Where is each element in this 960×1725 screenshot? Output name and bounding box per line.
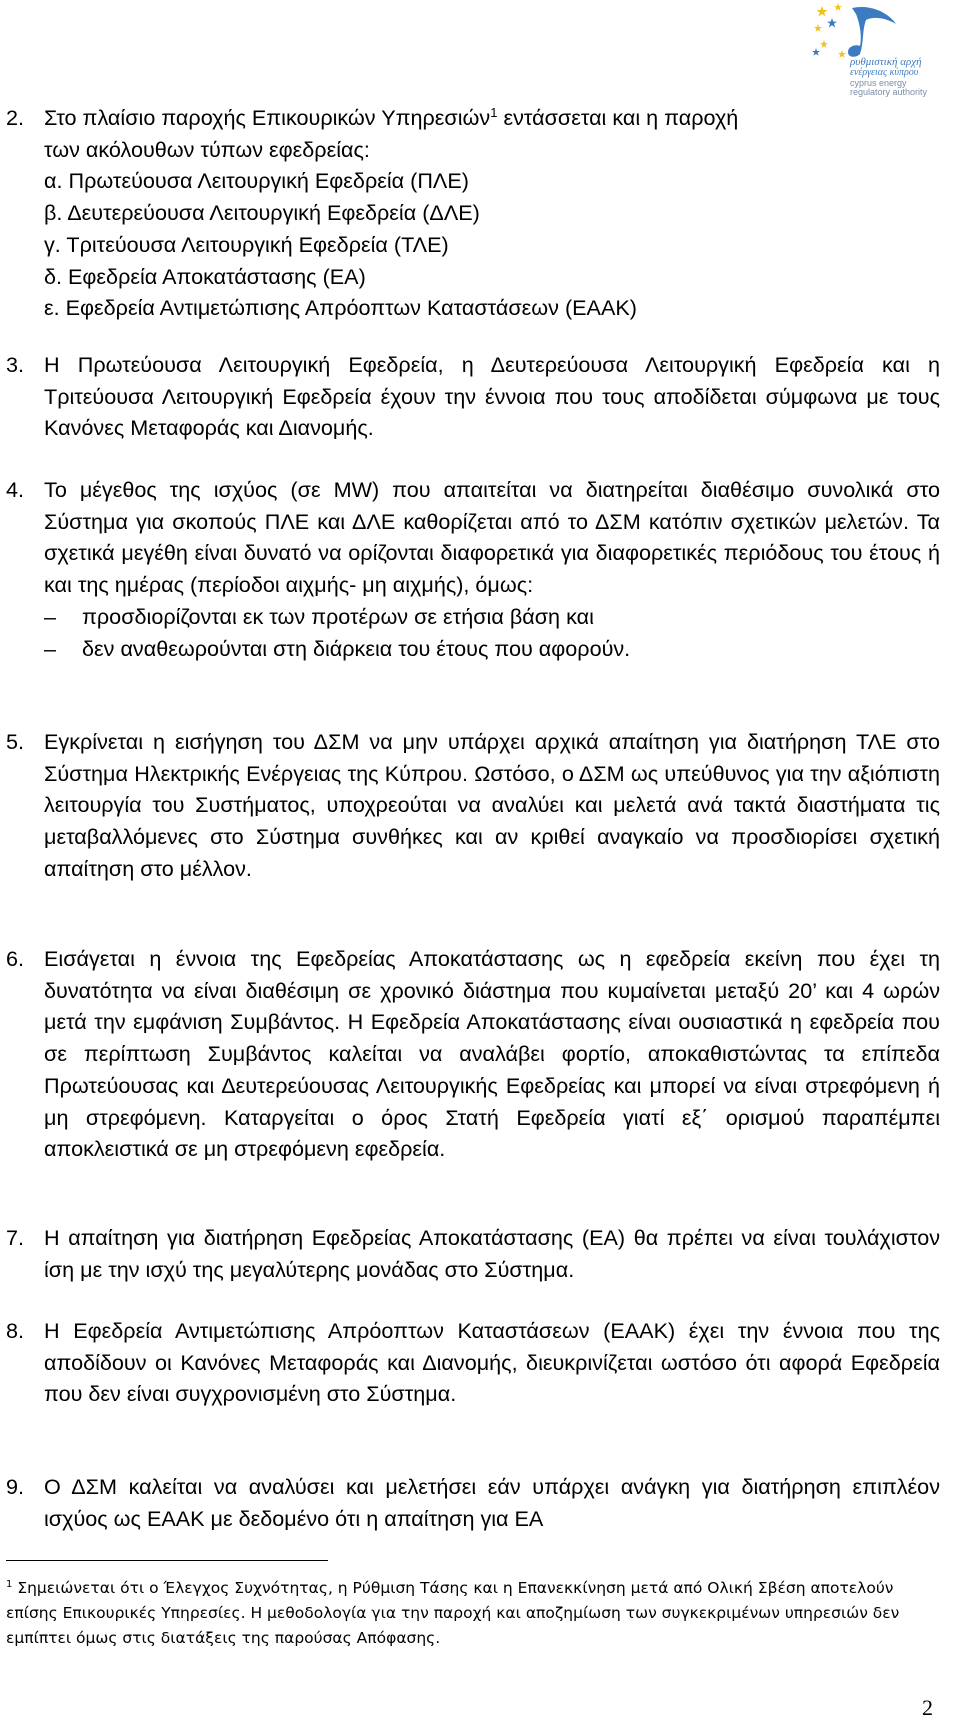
section-number: 5. [6,729,25,754]
page-number: 2 [922,1695,933,1720]
section-number: 8. [6,1318,25,1343]
footnote-separator [6,1560,328,1561]
section-7-text: Η απαίτηση για διατήρηση Εφεδρείας Αποκατάστασης (ΕΑ) θα πρέπει να είναι τουλάχιστον ίση με την ισχύ της μεγαλύτερης μονάδας στο Σύστημα. [44,1225,940,1282]
section-2-line-1-tail: εντάσσεται και η παροχή [503,105,739,130]
footnote [6,1576,940,1651]
section-8 [6,1315,940,1410]
section-4-text: Το μέγεθος της ισχύος (σε MW) που απαιτείται να διατηρείται διαθέσιμο συνολικά στο Σύστημα για σκοπούς ΠΛΕ και ΔΛΕ καθορίζεται από το ΔΣΜ κατόπιν σχετικών μελετών. Τα σχετικά μεγέθη είναι δυνατό να ορίζονται διαφορετικά για διαφορετικές περιόδους του έτους ή και της ημέρας (περίοδοι αιχμής- μη αιχμής), όμως: [44,477,940,598]
dash-marker: – [44,635,57,661]
section-6-text: Εισάγεται η έννοια της Εφεδρείας Αποκατάστασης ως η εφεδρεία εκείνη που έχει τη δυνατότητα να είναι διαθέσιμη σε χρονικό διάστημα που κυμαίνεται μεταξύ 20’ και 4 ωρών μετά την εμφάνιση Συμβάντος. Η Εφεδρεία Αποκατάστασης είναι ουσιαστικά η εφεδρεία που σε περίπτωση Συμβάντος καλείται να αναλάβει φορτίο, αποκαθιστώντας τα επίπεδα Πρωτεύουσας και Δευτερεύουσας Λειτουργικής Εφεδρείας και μπορεί να είναι στρεφόμενη ή μη στρεφόμενη. Καταργείται ο όρος Στατή Εφεδρεία γιατί εξ΄ ορισμού παραπέμπει αποκλειστικά σε μη στρεφόμενη εφεδρεία. [44,946,940,1162]
section-9-text: Ο ΔΣΜ καλείται να αναλύσει και μελετήσει εάν υπάρχει ανάγκη για διατήρηση επιπλέον ισχύος ως ΕΑΑΚ με δεδομένο ότι η απαίτηση για ΕΑ [44,1474,940,1531]
section-4 [6,474,940,664]
logo-text-greek-2: ενέργειας κύπρου [850,67,919,78]
section-number: 9. [6,1474,25,1499]
section-3-text: Η Πρωτεύουσα Λειτουργική Εφεδρεία, η Δευτερεύουσα Λειτουργική Εφεδρεία και η Τριτεύουσα Λειτουργική Εφεδρεία έχουν την έννοια που τους αποδίδεται σύμφωνα με τους Κανόνες Μεταφοράς και Διανομής. [44,352,940,441]
bullet-text: δεν αναθεωρούνται στη διάρκεια του έτους που αφορούν. [82,635,631,661]
section-number: 3. [6,352,25,377]
footnote-marker: 1 [6,1578,13,1590]
section-9 [6,1471,940,1534]
section-2 [6,102,940,324]
logo-mark-icon [812,2,902,64]
section-8-text: Η Εφεδρεία Αντιμετώπισης Απρόοπτων Καταστάσεων (ΕΑΑΚ) έχει την έννοια που της αποδίδουν οι Κανόνες Μεταφοράς και Διανομής, διευκρινίζεται ωστόσο ότι αφορά Εφεδρεία που δεν είναι συγχρονισμένη στο Σύστημα. [44,1318,940,1407]
section-5 [6,726,940,885]
rae-logo [804,0,954,100]
logo-text-greek-1: ρυθμιστική αρχή [850,56,922,68]
section-6 [6,943,940,1165]
footnote-text: Σημειώνεται ότι ο Έλεγχος Συχνότητας, η Ρύθμιση Τάσης και η Επανεκκίνηση μετά από Ολική Σβέση αποτελούν επίσης Επικουρικές Υπηρεσίες. Η μεθοδολογία για την παροχή και αποζημίωση των συγκεκριμένων υπηρεσιών δεν εμπίπτει όμως στις διατάξεις της παρούσας Απόφασης. [6,1579,900,1647]
list-item-b: β. Δευτερεύουσα Λειτουργική Εφεδρεία (ΔΛΕ) [44,200,480,226]
section-3 [6,349,940,444]
section-5-text: Εγκρίνεται η εισήγηση του ΔΣΜ να μην υπάρχει αρχικά απαίτηση για διατήρηση ΤΛΕ στο Σύστημα Ηλεκτρικής Ενέργειας της Κύπρου. Ωστόσο, ο ΔΣΜ ως υπεύθυνος για την αξιόπιστη λειτουργία του Συστήματος, υποχρεούται να αναλύει και μελετά ανά τακτά διαστήματα τις μεταβαλλόμενες στο Σύστημα συνθήκες και αν κριθεί αναγκαίο να προσδιορίσει σχετική απαίτηση στο μέλλον. [44,729,940,881]
section-number: 2. [6,105,25,130]
dash-marker: – [44,603,57,629]
bullet-item [44,601,940,633]
section-number: 4. [6,477,25,502]
section-number: 7. [6,1225,25,1250]
bullet-text: προσδιορίζονται εκ των προτέρων σε ετήσια βάση και [82,603,594,629]
list-item-a: α. Πρωτεύουσα Λειτουργική Εφεδρεία (ΠΛΕ) [44,168,469,194]
section-7 [6,1222,940,1285]
list-item-d: δ. Εφεδρεία Αποκατάστασης (ΕΑ) [44,263,366,289]
section-2-line-2: των ακόλουθων τύπων εφεδρείας: [44,136,370,162]
section-2-line-1 [44,102,940,134]
list-item-e: ε. Εφεδρεία Αντιμετώπισης Απρόοπτων Καταστάσεων (ΕΑΑΚ) [44,295,637,321]
logo-text-english-1: cyprus energy [850,78,907,88]
list-item-c: γ. Τριτεύουσα Λειτουργική Εφεδρεία (ΤΛΕ) [44,231,449,257]
bullet-item [44,633,940,665]
logo-text-english-2: regulatory authority [850,87,928,97]
section-number: 6. [6,946,25,971]
footnote-ref[interactable]: 1 [490,104,498,120]
section-2-line-1-text: Στο πλαίσιο παροχής Επικουρικών Υπηρεσιών [44,105,491,130]
